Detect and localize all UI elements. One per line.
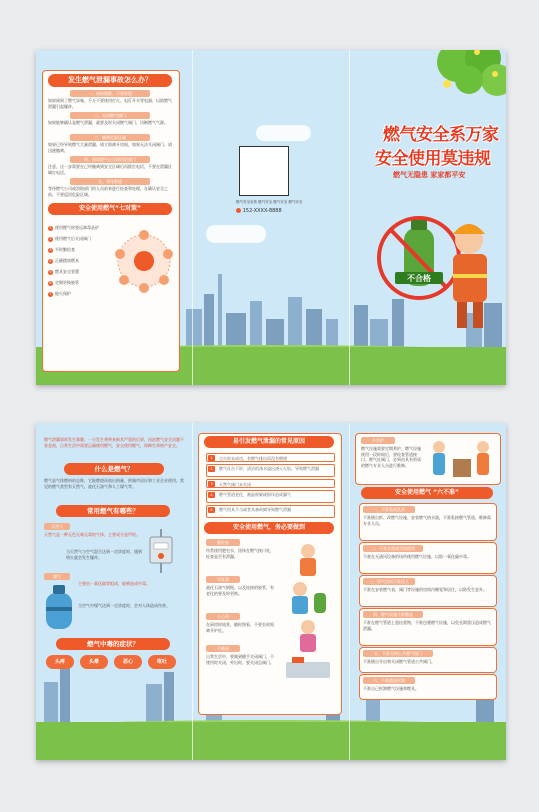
phone-icon (236, 208, 241, 213)
tip-label: 小心用 (206, 613, 240, 620)
panel-cover (349, 50, 506, 385)
rule-label: 六、不准随意拆卸 (363, 677, 415, 684)
gas-type-note: 当空气中煤气达到一定浓度时，会对人体造成伤害。 (78, 603, 170, 608)
causes-header: 易引发燃气泄漏的常见原因 (204, 436, 334, 448)
gas-type-label: 煤气 (44, 573, 70, 580)
qr-code-placeholder (239, 146, 289, 196)
what-is-gas-text: 燃气是气体燃料的总称，它能燃烧而放出热量，供城市居民和工业企业使用。常见的燃气类型有天然气、液化石油气和人工煤气等。 (44, 478, 184, 489)
tip-text: 日常生活中，要做到随手关闭阀门，不使用时关闭，外出时，要关闭总阀门。 (206, 654, 274, 665)
symptom-badge: 呕吐 (148, 655, 176, 669)
rule-text: 不准擅自拆、改燃气设施、安装燃气热水器，不准私接燃气管道，维修需专业人员。 (363, 515, 491, 526)
seven-list: 1 使用燃气时要远离毒品炉 2 使用燃气后关闭阀门 3 平时勤检查 4 正确摆放燃具 5 燃具安全装置 6 定期更换胶管 7 熄火保护 (49, 225, 99, 296)
rule-text: 不准在燃气管道上悬挂重物，不准包裹燃气设施，以免长期重压造成燃气泄漏。 (363, 620, 491, 631)
rule-label: 一、不准私接乱改 (363, 506, 415, 513)
tree-foliage (417, 50, 506, 104)
six-rules-header: 安全使用燃气 “六不准” (361, 487, 493, 499)
maintenance-text: 燃气设施需要定期养护，燃气设施使用一段时间后，要检查管道接口，燃气灶阀门，必须由具有资质的燃气专业人员进行维修。 (361, 446, 421, 468)
cover-title-line2: 安全使用莫违规 (375, 149, 491, 169)
rule-text: 不准自己拆卸燃气设施和燃具。 (363, 686, 419, 691)
rule-text: 不准在安装燃气表、阀门等设施的房间内睡觉和居住，以防发生意外。 (363, 587, 487, 592)
cause-item: 3 天然气阀门未关闭 (206, 479, 335, 488)
safety-header: 安全使用燃气，务必要做到 (204, 522, 334, 534)
emergency-title: 发生燃气泄漏事故怎么办？ (48, 74, 172, 87)
rule-label: 四、燃气设施不准覆盖 (363, 611, 423, 618)
gas-type-text: 天然气是一种无色无味无毒的气体，主要成分是甲烷。 (44, 532, 140, 537)
tip-text: 液化石油气钢瓶，以及连接的胶管，有老化的要及时更换。 (206, 585, 274, 596)
gas-type-text: 主要由一氧化碳等组成，能够造成中毒。 (78, 581, 150, 586)
rule-label: 二、不准在密闭空间使用 (363, 545, 423, 552)
step-label: 二、关闭燃气阀门 (70, 112, 150, 119)
panel-six-rules (349, 423, 506, 760)
cause-item: 4 燃气管道老化，被鼠咬破或损坏造成漏气 (206, 490, 335, 503)
tip-text: 经常使用肥皂水，涂抹在燃气接口处，检查是否有泄漏。 (206, 548, 274, 559)
seven-header: 安全使用燃气“七对策” (48, 203, 172, 215)
tip-text: 在厨房时炖煮，随时照看，不要长时间离开炉灶。 (206, 622, 274, 633)
cause-item: 2 燃气灶台下时，清洁的汤水溢出浇灭火焰，导致燃气泄漏 (206, 464, 335, 477)
gas-cylinder-illustration (42, 583, 76, 633)
cause-item: 1 点火时未成功，有燃气排出而没有燃烧 (206, 453, 335, 462)
panel-causes (192, 423, 349, 760)
symptom-badge: 头晕 (80, 655, 108, 669)
phone-number: 152-XXXX-8888 (242, 208, 282, 214)
rule-label: 五、不准关掉公共燃气阀门 (363, 650, 433, 657)
tip-label: 不随意 (206, 645, 240, 652)
cause-item: 5 燃气用具不当或者具备故障导致燃气泄漏 (206, 505, 335, 518)
step-label: 五、等待救援 (70, 178, 150, 185)
step-text: 如果闻到了燃气异味，千万不要使用打火、电灯开关等电器，以防燃气泄漏引起爆炸。 (48, 98, 172, 109)
tip-label: 勤检查 (206, 539, 240, 546)
rule-text: 不准擅自开启和关闭燃气管道公共阀门。 (363, 659, 435, 664)
firefighter-illustration (369, 200, 499, 340)
rule-label: 三、用气房间不准住人 (363, 578, 415, 585)
symptom-badge: 恶心 (114, 655, 142, 669)
panel-gas-intro (36, 423, 192, 760)
step-text: 等待燃气公司或消防部门的人员前来进行检查和处理，在确认安全之前，不要返回危险区域。 (48, 186, 168, 197)
maintenance-label: 多养护 (361, 437, 395, 444)
symptoms-header: 燃气中毒的症状？ (56, 638, 170, 650)
step-label: 三、撤离危险区域 (70, 134, 150, 141)
seven-tips-illustration (114, 226, 174, 296)
panel-emergency (36, 50, 192, 385)
gas-type-note: 当天然气与空气混合达到一定浓度时，遇到明火就会发生爆炸。 (66, 549, 142, 560)
what-is-gas-header: 什么是燃气？ (64, 463, 164, 475)
gas-types-header: 常用燃气有哪些？ (56, 505, 170, 517)
cover-slogan: 燃气无隐患 家家都平安 (393, 171, 466, 179)
step-text: 如果已经导致燃气大量泄漏，请立即离开房间，如果无法关闭阀门，请迅速撤离。 (48, 142, 172, 153)
step-text: 注意，这一步需要在已经撤离到安全区域后再拨打电话，不要在泄漏区域打电话。 (48, 164, 172, 175)
rule-text: 不准在无通风设备的场所使用燃气设施，以防一氧化碳中毒。 (363, 554, 471, 559)
brochure-inside (36, 423, 506, 760)
symptom-badge: 头疼 (46, 655, 74, 669)
safety-tips-illustration (278, 537, 338, 687)
address-text: 燃气安全宣传 燃气安全 燃气安全 燃气安全 (236, 200, 303, 204)
brochure-outside (36, 50, 506, 385)
intro-text: 燃气泄漏事故发生频繁，一旦发生将带来极其严重的后果，因此燃气安全问题不容忽视，日常生活中需要正确使用燃气，安全使用燃气，保障生命财产安全。 (44, 437, 184, 448)
phone-row (236, 208, 316, 215)
panel-back (192, 50, 349, 385)
cover-title-line1: 燃气安全系万家 (383, 125, 499, 145)
tip-label: 早处置 (206, 576, 240, 583)
step-text: 如果能够确认是燃气泄漏，就要及时关闭燃气阀门，切断燃气气源。 (48, 120, 168, 125)
cylinder-label: 不合格 (407, 274, 431, 283)
gas-type-label: 天然气 (44, 523, 70, 530)
family-illustration (427, 437, 497, 481)
step-label: 四、通知燃气公司或消防部门 (70, 156, 150, 163)
gas-meter-illustration (144, 529, 184, 573)
step-label: 一、保持镇静，不要惊慌 (70, 90, 150, 97)
